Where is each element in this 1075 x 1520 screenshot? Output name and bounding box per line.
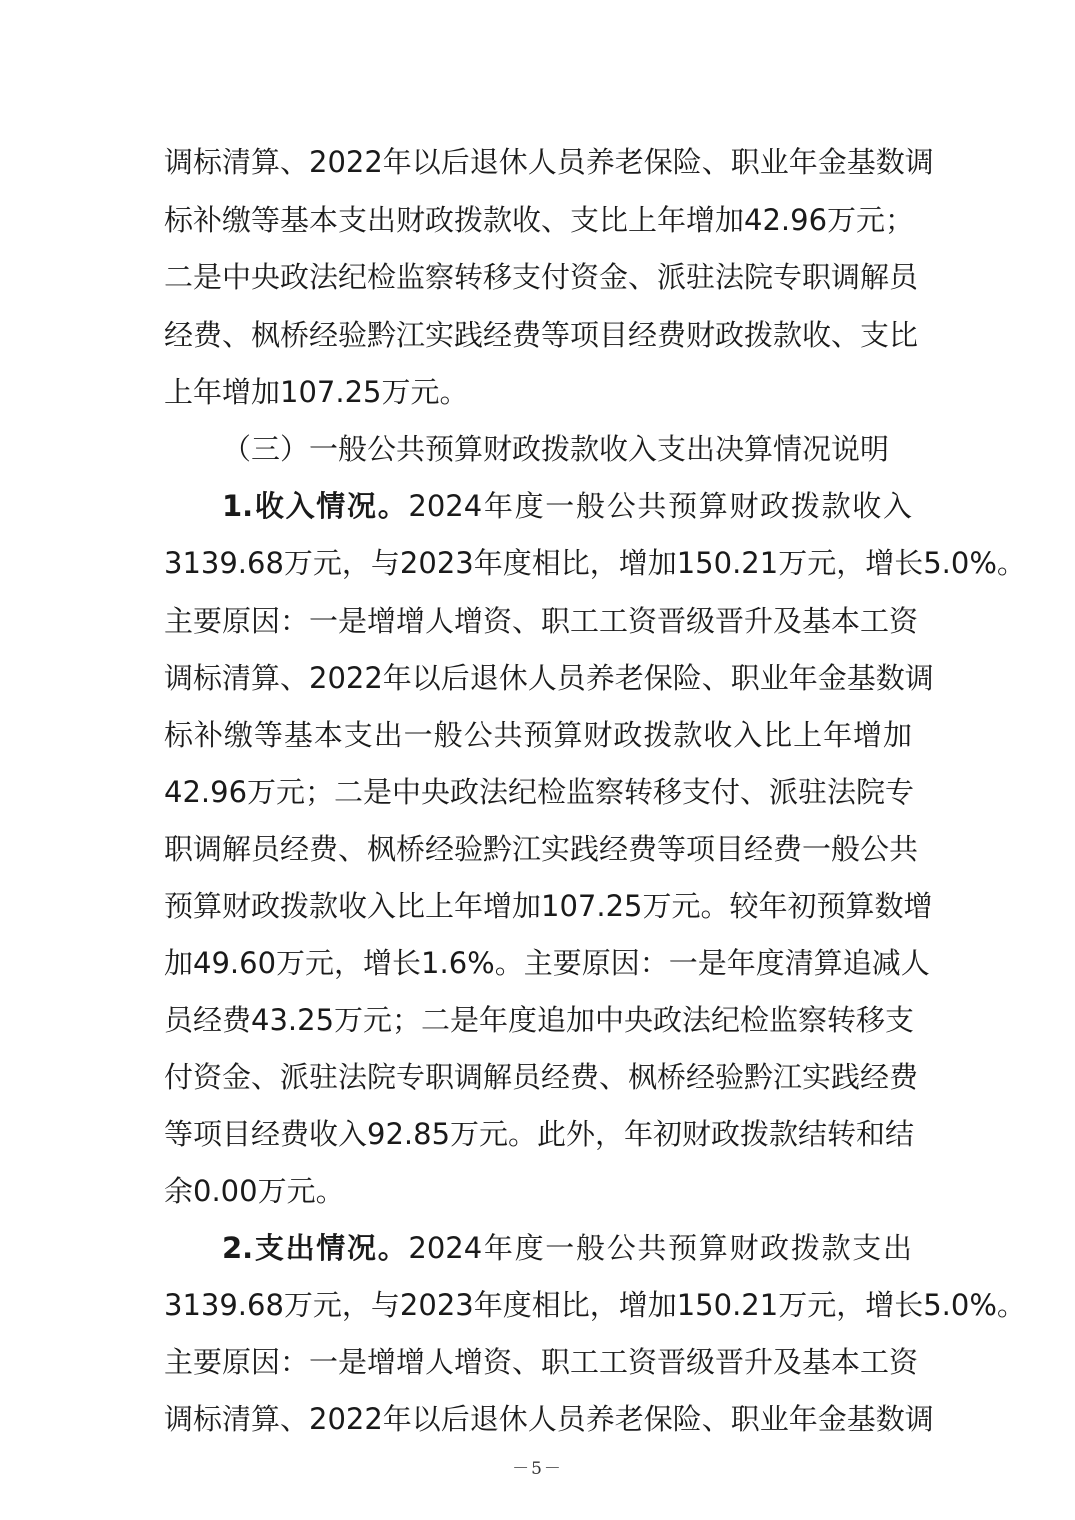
page-number: －5－ <box>512 1459 563 1479</box>
text-line: 主要原因：一是增增人增资、职工工资晋级晋升及基本工资 <box>164 604 919 638</box>
text-line: 调标清算、2022年以后退休人员养老保险、职业年金基数调 <box>164 145 934 179</box>
text-line: 预算财政拨款收入比上年增加107.25万元。较年初预算数增 <box>164 889 933 923</box>
text-line: 3139.68万元，与2023年度相比，增加150.21万元，增长5.0%。 <box>164 546 1026 580</box>
text-line: 标补缴等基本支出财政拨款收、支比上年增加42.96万元； <box>164 203 915 237</box>
text-line: 主要原因：一是增增人增资、职工工资晋级晋升及基本工资 <box>164 1345 919 1379</box>
expenditure-first-line-text: 2024年度一般公共预算财政拨款支出 <box>408 1231 912 1265</box>
text-line: 经费、枫桥经验黔江实践经费等项目经费财政拨款收、支比 <box>164 318 919 352</box>
text-line: 职调解员经费、枫桥经验黔江实践经费等项目经费一般公共 <box>164 832 919 866</box>
text-line: 加49.60万元，增长1.6%。主要原因：一是年度清算追减人 <box>164 946 930 980</box>
text-line: 42.96万元；二是中央政法纪检监察转移支付、派驻法院专 <box>164 775 915 809</box>
text-line: 员经费43.25万元；二是年度追加中央政法纪检监察转移支 <box>164 1003 915 1037</box>
text-line: 标补缴等基本支出一般公共预算财政拨款收入比上年增加 <box>164 718 912 752</box>
text-line: 3139.68万元，与2023年度相比，增加150.21万元，增长5.0%。 <box>164 1288 1026 1322</box>
expenditure-first-line <box>222 1228 912 1268</box>
income-first-line <box>222 486 912 526</box>
income-title: 1.收入情况。 <box>222 489 409 523</box>
text-line: 二是中央政法纪检监察转移支付资金、派驻法院专职调解员 <box>164 260 919 294</box>
text-line: 调标清算、2022年以后退休人员养老保险、职业年金基数调 <box>164 1402 934 1436</box>
text-line: 余0.00万元。 <box>164 1174 345 1208</box>
text-line: 等项目经费收入92.85万元。此外，年初财政拨款结转和结 <box>164 1117 915 1151</box>
text-line: 调标清算、2022年以后退休人员养老保险、职业年金基数调 <box>164 661 934 695</box>
expenditure-title: 2.支出情况。 <box>222 1231 409 1265</box>
text-line: 上年增加107.25万元。 <box>164 375 469 409</box>
income-first-line-text: 2024年度一般公共预算财政拨款收入 <box>408 489 912 523</box>
section-heading: （三）一般公共预算财政拨款收入支出决算情况说明 <box>222 432 890 466</box>
text-line: 付资金、派驻法院专职调解员经费、枫桥经验黔江实践经费 <box>164 1060 919 1094</box>
